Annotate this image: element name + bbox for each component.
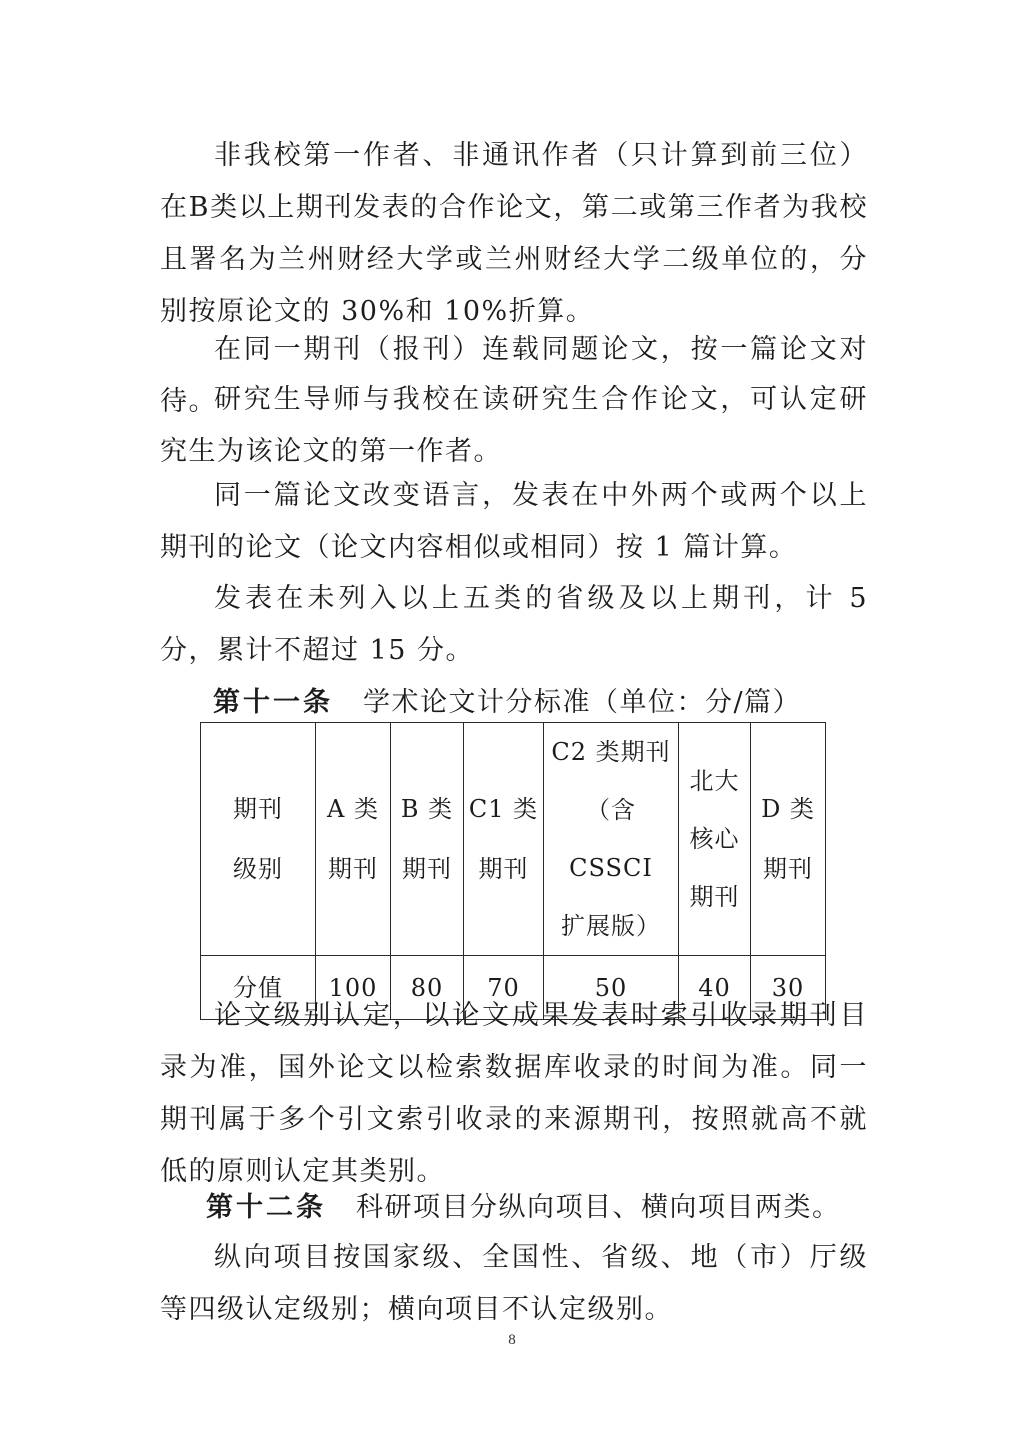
paragraph-project-levels: 纵向项目按国家级、全国性、省级、地（市）厅级等四级认定级别；横向项目不认定级别。 bbox=[160, 1242, 868, 1325]
article-11-number: 第十一条 bbox=[213, 687, 333, 718]
value-cell-class-c2: 50 bbox=[544, 956, 679, 1020]
value-cell-pku-core: 40 bbox=[679, 956, 751, 1020]
paragraph-serialized-papers: 在同一期刊（报刊）连载同题论文，按一篇论文对待。 bbox=[160, 334, 868, 417]
header-cell-pku-core: 北大 核心 期刊 bbox=[679, 723, 751, 956]
value-cell-class-d: 30 bbox=[751, 956, 826, 1020]
paper-score-table bbox=[200, 722, 826, 1020]
table-header-row bbox=[201, 723, 826, 956]
header-cell-class-b: B 类 期刊 bbox=[391, 723, 464, 956]
page-number: 8 bbox=[508, 1332, 516, 1348]
paragraph-coauthor-discount: 非我校第一作者、非通讯作者（只计算到前三位）在B类以上期刊发表的合作论文，第二或第三作者为我校且署名为兰州财经大学或兰州财经大学二级单位的，分别按原论文的 30%和 10%折算。 bbox=[160, 140, 868, 327]
paragraph-level-determination: 论文级别认定，以论文成果发表时索引收录期刊目录为准，国外论文以检索数据库收录的时间为准。同一期刊属于多个引文索引收录的来源期刊，按照就高不就低的原则认定其类别。 bbox=[160, 1000, 868, 1187]
value-cell-label: 分值 bbox=[201, 956, 316, 1020]
paragraph-other-journals: 发表在未列入以上五类的省级及以上期刊，计 5 分，累计不超过 15 分。 bbox=[160, 583, 868, 666]
value-cell-class-c1: 70 bbox=[464, 956, 544, 1020]
paragraph-language-change: 同一篇论文改变语言，发表在中外两个或两个以上期刊的论文（论文内容相似或相同）按 1 篇计算。 bbox=[160, 480, 868, 563]
header-cell-journal-level: 期刊 级别 bbox=[201, 723, 316, 956]
value-cell-class-a: 100 bbox=[316, 956, 391, 1020]
header-cell-class-d: D 类 期刊 bbox=[751, 723, 826, 956]
article-12-title: 科研项目分纵向项目、横向项目两类。 bbox=[356, 1192, 841, 1223]
header-cell-class-c2: C2 类期刊 （含 CSSCI 扩展版） bbox=[544, 723, 679, 956]
article-11-title: 学术论文计分标准（单位：分/篇） bbox=[363, 687, 802, 718]
value-cell-class-b: 80 bbox=[391, 956, 464, 1020]
article-12-number: 第十二条 bbox=[206, 1192, 326, 1223]
paragraph-supervisor-student: 研究生导师与我校在读研究生合作论文，可认定研究生为该论文的第一作者。 bbox=[160, 384, 868, 467]
header-cell-class-c1: C1 类 期刊 bbox=[464, 723, 544, 956]
article-12-heading bbox=[206, 1182, 868, 1234]
header-cell-class-a: A 类 期刊 bbox=[316, 723, 391, 956]
